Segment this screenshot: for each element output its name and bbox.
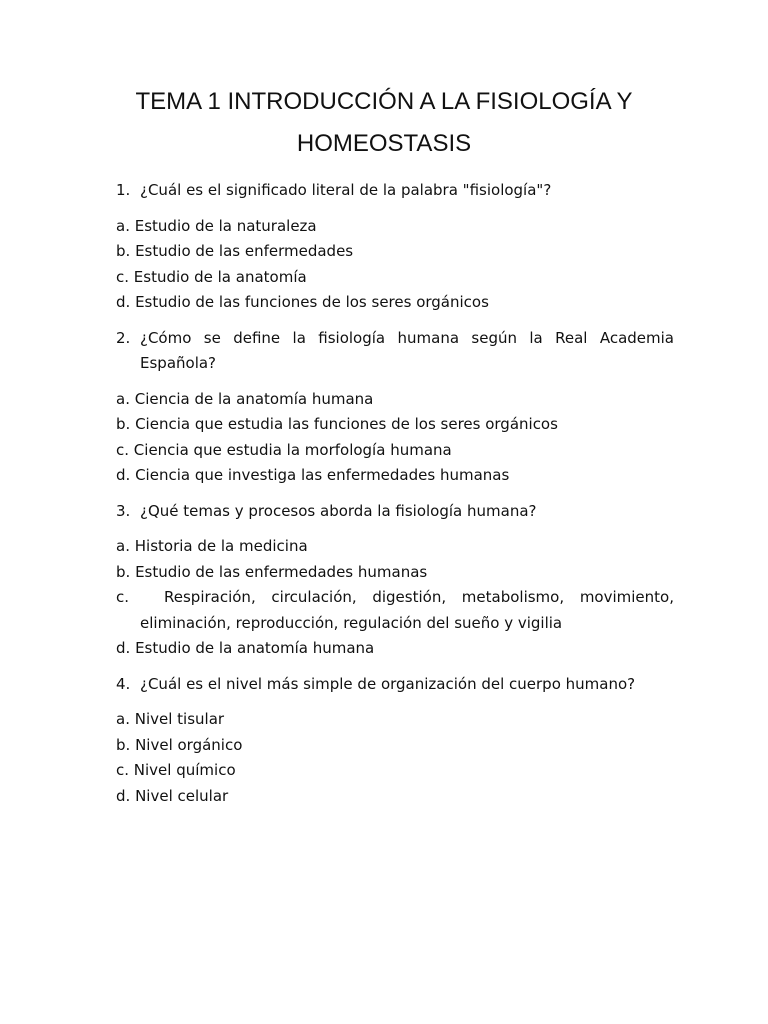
option-d <box>116 463 674 489</box>
option-letter: a. <box>116 389 130 408</box>
question-number: 2. <box>116 328 131 347</box>
option-letter: b. <box>116 735 131 754</box>
question-text: ¿Cómo se define la fisiología humana según la Real Academia Española? <box>140 328 674 372</box>
question-text: ¿Cuál es el significado literal de la palabra "fisiología"? <box>140 181 552 199</box>
question-4-options <box>116 707 674 809</box>
question-text: ¿Cuál es el nivel más simple de organización del cuerpo humano? <box>140 674 636 693</box>
option-letter: a. <box>116 710 130 728</box>
question-number: 3. <box>116 501 131 520</box>
option-text: Estudio de las enfermedades <box>135 242 354 260</box>
option-text: Ciencia de la anatomía humana <box>134 389 374 408</box>
option-text: Ciencia que estudia las funciones de los seres orgánicos <box>135 415 558 433</box>
option-text: Estudio de la anatomía <box>133 267 307 286</box>
option-text: Ciencia que investiga las enfermedades humanas <box>135 466 510 484</box>
option-letter: d. <box>116 786 131 805</box>
option-text: Nivel celular <box>135 786 229 805</box>
option-letter: a. <box>116 216 130 235</box>
option-b <box>116 412 674 438</box>
option-letter: b. <box>116 562 131 581</box>
option-letter: c. <box>116 440 130 459</box>
option-c <box>116 438 674 464</box>
option-a <box>116 387 674 413</box>
question-1-options <box>116 214 674 316</box>
option-text: Nivel tisular <box>134 710 225 728</box>
option-letter: c. <box>116 267 130 286</box>
option-text: Estudio de la anatomía humana <box>135 639 375 657</box>
option-a <box>116 214 674 240</box>
option-a <box>116 707 674 733</box>
option-letter: c. <box>116 588 130 606</box>
question-3-options <box>116 534 674 662</box>
option-letter: d. <box>116 466 131 484</box>
option-d <box>116 784 674 810</box>
option-text: Nivel químico <box>133 761 236 779</box>
question-number: 4. <box>116 674 131 693</box>
option-letter: d. <box>116 639 131 657</box>
option-letter: b. <box>116 415 131 433</box>
option-c <box>116 585 674 636</box>
option-d <box>116 290 674 316</box>
document-title-line-2: HOMEOSTASIS <box>296 130 472 157</box>
option-b <box>116 560 674 586</box>
question-2-options <box>116 387 674 489</box>
option-c <box>116 265 674 291</box>
question-list <box>116 178 674 819</box>
option-text: Estudio de la naturaleza <box>134 216 317 235</box>
option-text: Estudio de las funciones de los seres orgánicos <box>135 293 489 311</box>
option-b <box>116 239 674 265</box>
option-letter: d. <box>116 293 131 311</box>
option-b <box>116 733 674 759</box>
option-text: Ciencia que estudia la morfología humana <box>133 440 452 459</box>
question-2 <box>116 326 674 377</box>
question-3 <box>116 499 674 525</box>
option-text: Historia de la medicina <box>134 537 308 555</box>
document-title-line-1: TEMA 1 INTRODUCCIÓN A LA FISIOLOGÍA Y <box>135 88 633 115</box>
question-number: 1. <box>116 181 131 199</box>
question-text: ¿Qué temas y procesos aborda la fisiología humana? <box>140 501 537 520</box>
question-1 <box>116 178 674 204</box>
option-c <box>116 758 674 784</box>
option-letter: c. <box>116 761 130 779</box>
option-letter: b. <box>116 242 131 260</box>
option-a <box>116 534 674 560</box>
option-text: Respiración, circulación, digestión, metabolismo, movimiento, eliminación, reproducción, regulación del sueño y vigilia <box>140 588 674 632</box>
option-d <box>116 636 674 662</box>
option-letter: a. <box>116 537 130 555</box>
option-text: Estudio de las enfermedades humanas <box>135 562 428 581</box>
question-4 <box>116 672 674 698</box>
option-text: Nivel orgánico <box>135 735 243 754</box>
